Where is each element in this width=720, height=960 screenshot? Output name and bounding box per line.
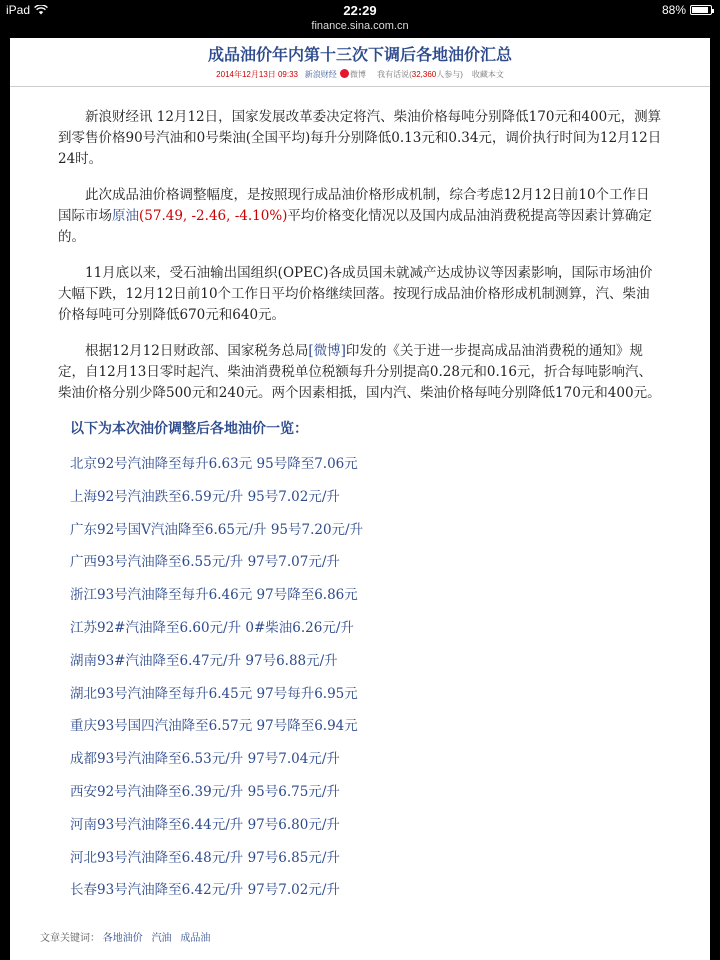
price-list-item: 西安92号汽油降至6.39元/升 95号6.75元/升 (70, 783, 340, 800)
price-list-title: 以下为本次油价调整后各地油价一览： (70, 421, 308, 437)
keywords-label: 文章关键词： (40, 933, 100, 944)
status-right (662, 3, 712, 17)
favorite-link[interactable]: 收藏本文 (471, 70, 504, 79)
divider (10, 86, 710, 87)
price-list-item: 广东92号国V汽油降至6.65元/升 95号7.20元/升 (70, 521, 364, 538)
price-list-item: 河南93号汽油降至6.44元/升 97号6.80元/升 (70, 816, 340, 833)
article-meta (10, 64, 710, 86)
crude-oil-link[interactable]: 原油 (112, 208, 139, 224)
price-list-item: 湖北93号汽油降至每升6.45元 97号每升6.95元 (70, 685, 358, 702)
price-list-item: 江苏92#汽油降至6.60元/升 0#柴油6.26元/升 (70, 619, 354, 636)
paragraph-4 (58, 341, 662, 404)
paragraph-2 (58, 185, 662, 248)
comment-suffix: 人参与) (436, 70, 463, 79)
comment-link[interactable] (377, 70, 463, 79)
source-link[interactable]: 新浪财经 (304, 70, 337, 79)
comment-prefix: 我有话说( (377, 70, 412, 79)
paragraph-2-text-a: 此次成品油价格调整幅度，是按照现行成品油价格形成机制，综合考虑12月12日前10个工作日国际市场 (58, 187, 650, 224)
price-list-item: 广西93号汽油降至6.55元/升 97号7.07元/升 (70, 554, 340, 571)
paragraph-1: 新浪财经讯 12月12日，国家发展改革委决定将汽、柴油价格每吨分别降低170元和400元，测算到零售价格90号汽油和0号柴油(全国平均)每升分别降低0.13元和0.34元，调价执行时间为12月12日24时。 (58, 109, 662, 167)
battery-fill (692, 7, 708, 13)
article-title: 成品油价年内第十三次下调后各地油价汇总 (207, 47, 512, 64)
price-list (58, 448, 662, 907)
price-list-item: 重庆93号国四汽油降至6.57元 97号降至6.94元 (70, 718, 358, 735)
paragraph-4-text-b: 印发的《关于进一步提高成品油消费税的通知》规定，自12月13日零时起汽、柴油消费税单位税额每升分别提高0.28元和0.16元，折合每吨影响汽、柴油价格分别少降500元和240元。两个因素相抵，国内汽、柴油价格每吨分别降低170元和400元。 (58, 343, 661, 401)
address-bar-url[interactable]: finance.sina.com.cn (311, 20, 409, 32)
price-list-item: 湖南93#汽油降至6.47元/升 97号6.88元/升 (70, 652, 338, 669)
device-name: iPad (6, 3, 31, 17)
price-list-item: 浙江93号汽油降至每升6.46元 97号降至6.86元 (70, 587, 358, 604)
comment-count: 32,360 (411, 70, 437, 79)
price-list-item: 北京92号汽油降至每升6.63元 95号降至7.06元 (70, 456, 358, 472)
article-page (10, 38, 710, 960)
price-list-item: 长春93号汽油降至6.42元/升 97号7.02元/升 (70, 882, 340, 899)
paragraph-3: 11月底以来，受石油输出国组织(OPEC)各成员国未就减产达成协议等因素影响，国际市场油价大幅下跌，12月12日前10个工作日平均价格继续回落。按现行成品油价格形成机制测算，汽、柴油价格每吨可分别降低670元和640元。 (58, 265, 653, 323)
weibo-icon[interactable] (340, 69, 349, 78)
paragraph-2-text-b: 平均价格变化情况以及国内成品油消费税提高等因素计算确定的。 (58, 208, 652, 245)
status-bar (0, 0, 720, 38)
clock: 22:29 (343, 3, 377, 18)
keyword-link[interactable]: 成品油 (180, 933, 211, 944)
price-list-item: 河北93号汽油降至6.48元/升 97号6.85元/升 (70, 849, 340, 866)
keyword-link[interactable]: 汽油 (151, 933, 172, 944)
weibo-link[interactable]: 微博 (349, 70, 366, 79)
price-list-item: 上海92号汽油跌至6.59元/升 95号7.02元/升 (70, 488, 340, 505)
article-body (10, 107, 710, 907)
tax-bureau-weibo-link[interactable]: [微博] (308, 343, 346, 359)
crude-oil-quote[interactable]: (57.49, -2.46, -4.10%) (139, 208, 288, 224)
battery-icon (690, 5, 712, 15)
article-keywords (40, 929, 216, 944)
battery-percent: 88% (661, 3, 686, 17)
article-date: 2014年12月13日 09:33 (216, 70, 299, 79)
keyword-link[interactable]: 各地油价 (102, 933, 143, 944)
price-list-item: 成都93号汽油降至6.53元/升 97号7.04元/升 (70, 751, 340, 768)
paragraph-4-text-a: 根据12月12日财政部、国家税务总局 (85, 343, 309, 359)
